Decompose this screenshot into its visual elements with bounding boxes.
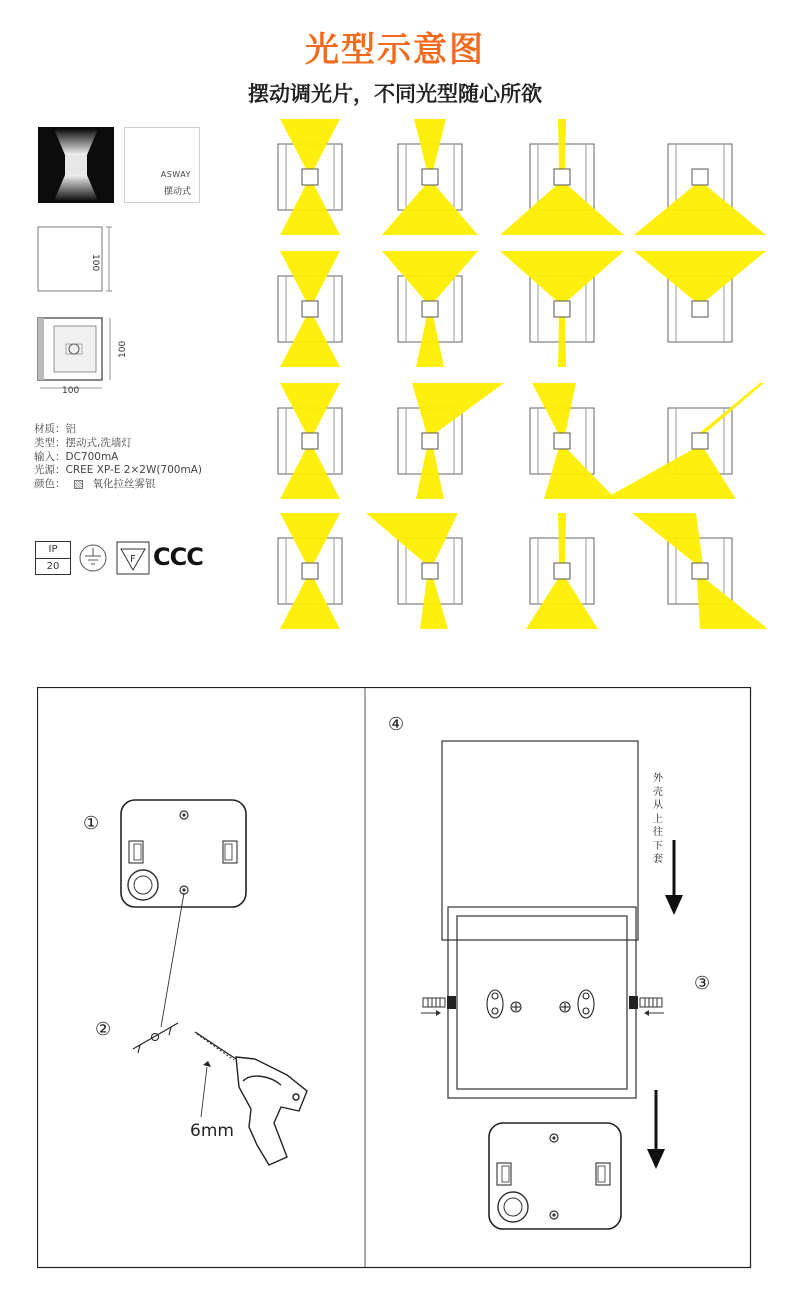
beam-pattern-r1-c4 [634,144,766,235]
beam-pattern-r4-c1 [278,513,342,629]
spec-row-input: 输入：DC700mA [34,450,119,463]
beam-pattern-r3-c2 [398,383,504,499]
style-label: 摆动式 [163,187,191,197]
step-4-label: ④ [388,714,405,735]
ground-symbol-icon [76,541,110,575]
ccc-mark: CCC [153,543,203,571]
beam-pattern-grid [270,115,790,637]
brand-label: ASWAY [160,170,191,179]
beam-pattern-r4-c3 [526,513,598,629]
page-subtitle: 摆动调光片，不同光型随心所欲 [248,82,542,106]
color-swatch-icon [74,480,83,489]
beam-pattern-r1-c1 [278,119,342,235]
installation-diagram [37,687,752,1269]
step-3-label: ③ [694,973,711,994]
front-view-drawing [36,222,136,302]
ip-rating-badge: IP 20 [35,541,71,575]
beam-pattern-r2-c4 [634,251,766,342]
beam-pattern-r4-c2 [366,513,462,629]
spec-row-material: 材质：铝 [34,423,76,435]
svg-text:F: F [130,554,136,565]
beam-pattern-r2-c1 [278,251,342,367]
beam-pattern-r3-c3 [530,383,616,499]
product-photo-white [124,127,200,203]
step-2-label: ② [95,1019,112,1040]
beam-pattern-r3-c4 [604,383,764,499]
spec-row-color: 颜色： 氧化拉丝雾银 [34,478,156,491]
drill-size-label: 6mm [190,1121,234,1141]
depth-dimension: 100 [118,340,128,358]
mounting-plate-right [489,1123,621,1229]
beam-pattern-r1-c2 [382,119,478,235]
spec-row-source: 光源：CREE XP-E 2×2W(700mA) [34,464,202,477]
beam-pattern-r1-c3 [500,119,624,235]
height-dimension: 100 [90,254,100,272]
beam-pattern-r3-c1 [278,383,342,499]
mounting-plate-left [121,800,246,907]
product-photo-lit [38,127,114,203]
beam-pattern-r4-c4 [632,513,768,629]
step-1-label: ① [83,813,100,834]
spec-row-type: 类型：摆动式,洗墙灯 [34,436,132,449]
spec-list [34,423,202,492]
width-dimension: 100 [62,386,80,396]
beam-pattern-r2-c3 [500,251,624,367]
page-title: 光型示意图 [305,30,485,70]
f-mark-icon [116,541,150,575]
beam-pattern-r2-c2 [382,251,478,367]
install-note: 外壳从上往下套 [653,773,663,865]
